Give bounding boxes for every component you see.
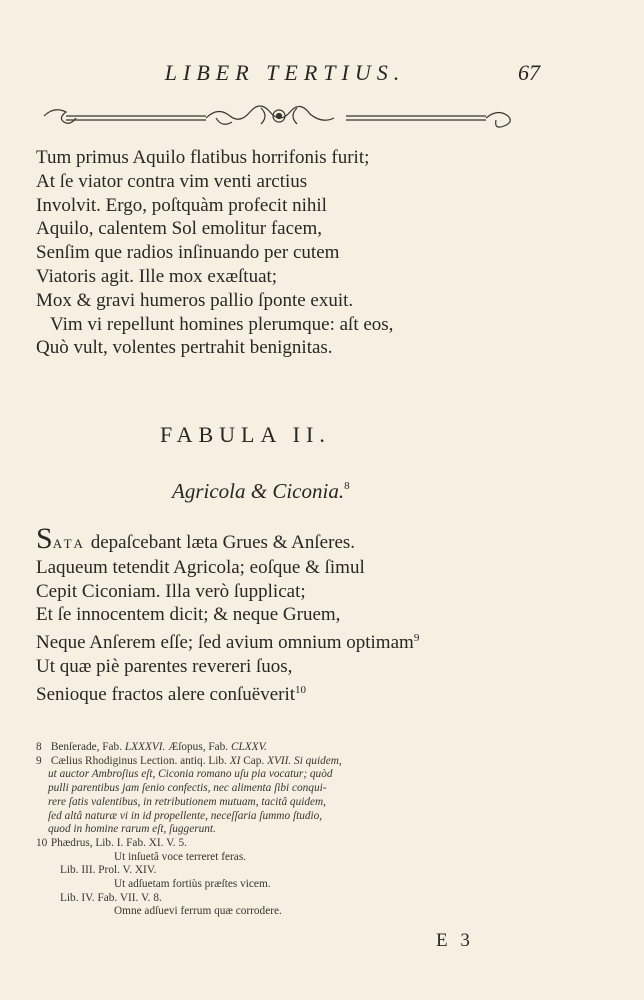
footnote-ref: XVII. [267, 754, 292, 767]
footnote-8 [36, 741, 536, 755]
verse-line-first [36, 522, 516, 556]
footnote-marker: 10 [295, 683, 307, 696]
footnote-ref: CLXXV. [230, 741, 267, 753]
footnote-text: Æſopus, Fab. [168, 741, 229, 753]
verse-text: Senioque fractos alere conſuëverit [36, 683, 296, 705]
verse-line: Viatoris agit. Ille mox exæſtuat; [36, 265, 278, 287]
verse-line: Aquilo, calentem Sol emolitur facem, [36, 218, 322, 240]
verse-line: Vim vi repellunt homines plerumque: aſt eos, [50, 313, 394, 335]
footnote-ref: XI [229, 754, 241, 767]
footnote-line: Omne adſuevi ferrum quæ corrodere. [114, 905, 282, 918]
footnote-line: Lib. III. Prol. V. XIV. [60, 864, 157, 877]
verse-line [36, 679, 516, 707]
footnote-text: Cælius Rhodiginus Lection. antiq. Lib. [50, 754, 227, 767]
footnotes [36, 741, 536, 919]
drop-capital: S [36, 522, 53, 555]
footnote-line: quod in homine rarum eſt, ſuggerunt. [48, 823, 216, 836]
footnote-line: Lib. IV. Fab. VII. V. 8. [60, 891, 162, 904]
footnote-line: ſed altâ naturæ vi in id propellente, neceſſaria ſummo ſtudio, [48, 809, 323, 822]
verse-line: Mox & gravi humeros pallio ſponte exuit. [36, 289, 354, 311]
footnote-line: rere ſatis valentibus, in retributionem mutuam, tacitâ quidem, [48, 795, 326, 808]
footnote-marker: 9 [413, 632, 420, 645]
verse-line: Laqueum tetendit Agricola; eoſque & ſimul [36, 556, 365, 578]
small-caps-opening: ATA [52, 536, 86, 551]
footnote-number: 9 [36, 754, 42, 767]
page-number: 67 [518, 60, 540, 85]
footnote-number: 8 [36, 741, 42, 753]
verse-line: Cepit Ciconiam. Illa verò ſupplicat; [36, 580, 306, 602]
footnote-quote: Si quidem, [294, 754, 342, 767]
verse-line: Tum primus Aquilo flatibus horrifonis furit; [36, 147, 370, 168]
signature-mark: E 3 [436, 930, 474, 951]
verse-line: Involvit. Ergo, poſtquàm profecit nihil [36, 194, 327, 216]
footnote-text: Benſerade, Fab. [50, 741, 123, 753]
verse-text: Neque Anſerem eſſe; ſed avium omnium optimam [36, 632, 414, 654]
fable-title-text: Agricola & Ciconia. [172, 479, 345, 503]
fable-title [172, 479, 350, 504]
footnote-number: 10 [36, 836, 48, 849]
footnote-ref: LXXXVI. [124, 741, 166, 753]
running-head [0, 60, 644, 90]
verse-line [36, 627, 516, 655]
verse-block-top [36, 146, 516, 360]
footnote-line: ut auctor Ambroſius eſt, Ciconia romano uſu pia vocatur; quòd [48, 768, 333, 781]
footnote-line: Ut inſuetâ voce terreret feras. [114, 850, 247, 863]
verse-line: Ut quæ piè parentes revereri ſuos, [36, 655, 293, 677]
footnote-9 [36, 755, 536, 769]
verse-line: Quò vult, volentes pertrahit benignitas. [36, 337, 333, 359]
verse-line: Et ſe innocentem dicit; & neque Gruem, [36, 604, 341, 626]
footnote-10 [36, 837, 536, 851]
verse-line: At ſe viator contra vim venti arctius [36, 170, 308, 192]
footnote-text: Phædrus, Lib. I. Fab. XI. V. 5. [50, 836, 187, 849]
footnote-marker: 8 [344, 480, 350, 492]
fable-heading: FABULA II. [160, 422, 331, 447]
running-title: LIBER TERTIUS. [164, 60, 406, 85]
verse-block-fable [36, 522, 516, 707]
footnote-line: Ut adſuetam fortiùs præſtes vicem. [114, 878, 271, 891]
verse-line-rest: depaſcebant læta Grues & Anſeres. [85, 532, 356, 553]
verse-line: Senſim que radios inſinuando per cutem [36, 242, 340, 264]
footnote-line: pulli parentibus jam ſenio confectis, nec alimenta ſibi conqui- [48, 782, 327, 795]
footnote-text: Cap. [243, 754, 265, 767]
ornament-rule-icon [36, 98, 522, 134]
